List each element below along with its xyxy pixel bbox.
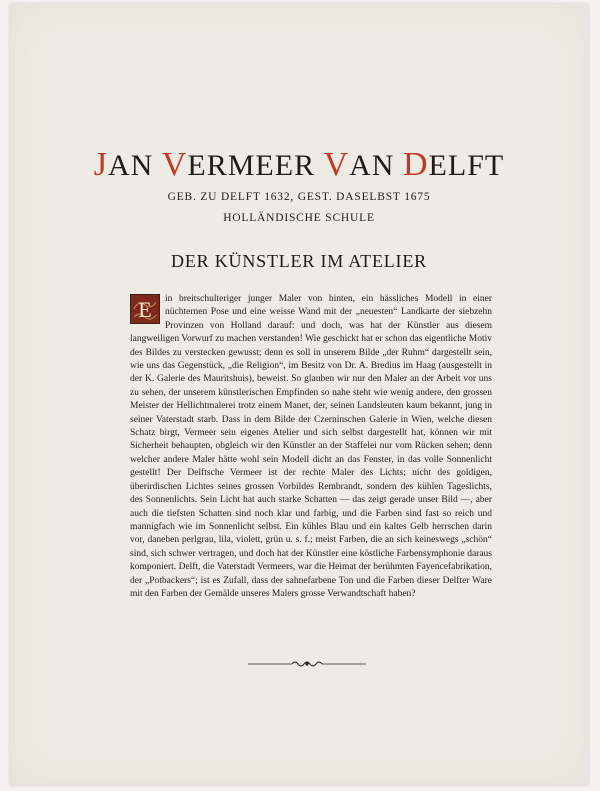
title-initial-v2: V bbox=[323, 146, 350, 183]
title-word-vermeer: ERMEER bbox=[187, 149, 324, 182]
title-initial-v1: V bbox=[161, 146, 188, 183]
drop-cap-letter: E bbox=[138, 297, 152, 322]
body-paragraph bbox=[130, 293, 492, 601]
closing-ornament-icon bbox=[248, 659, 366, 669]
title-word-van: AN bbox=[349, 149, 403, 182]
drop-cap-ornament bbox=[130, 294, 160, 324]
title-word-delft: ELFT bbox=[428, 149, 505, 182]
paper-sheet bbox=[10, 4, 588, 785]
title-word-jan: AN bbox=[108, 149, 162, 182]
body-text: in breitschulteriger junger Maler von hinten, ein hässliches Modell in einer nüchternen Pose und eine weisse Wand mit der „neuesten“ Landkarte der siebzehn Provinzen von Holland darauf: und doch, was hat der Künstler aus diesem langweiligen Vorwurf zu machen verstanden! Wie geschickt hat er schon das eigentliche Motiv des Bildes zu verstecken gewusst; denn es soll in unserem Bilde „der Ruhm“ dargestellt sein, wie uns das Gegenstück, „die Religion“, im Besitz von Dr. A. Bredius im Haag (ausgestellt in der K. Galerie des Mauritshuis), beweist. So glauben wir nur den Maler an der Arbeit vor uns zu sehen, der unserem künstlerischen Empfinden so nahe steht wie wenig andere, den grossen Meister der Hellichtmalerei trotz einem Manet, der, seinen Landsleuten kaum bekannt, jung in seiner Vaterstadt starb. Dass in dem Bilde der Czerninschen Galerie in Wien, welche diesen Schatz birgt, Vermeer sein eigenes Atelier und sich selbst dargestellt hat, können wir mit Sicherheit behaupten, obgleich wir den Künstler an der Staffelei nur vom Rücken sehen; denn welcher andere Maler hätte wohl sein Modell dicht an das Fenster, in das volle Sonnenlicht gestellt! Der Delftsche Vermeer ist der rechte Maler des Lichts; nicht des goldigen, überirdischen Lichtes seines grossen Vorbildes Rembrandt, sondern des kühlen Tageslichts, des Sonnenlichts. Sein Licht hat auch starke Schatten — das zeigt gerade unser Bild —, aber auch die tiefsten Schatten sind noch klar und farbig, und die Farben sind fast so reich und mannigfach wie im Sonnenlicht selbst. Ein kühles Blau und ein kaltes Gelb herrschen darin vor, daneben perlgrau, lila, violett, grün u. s. f.; meist Farben, die an sich keineswegs „schön“ sind, sich schwer vertragen, und doch hat der Künstler eine köstliche Farbensymphonie daraus komponiert. Delft, die Vaterstadt Vermeers, war die Heimat der berühmten Fayencefabrikation, der „Potbackers“; ist es Zufall, dass der sahnefarbene Ton und die Farben dieser Delfter Ware mit den Farben der Gemälde unseres Malers grosse Verwandtschaft haben? bbox=[130, 294, 492, 599]
school-line: HOLLÄNDISCHE SCHULE bbox=[223, 212, 375, 224]
title-initial-d: D bbox=[402, 146, 429, 183]
birth-death-line: GEB. ZU DELFT 1632, GEST. DASELBST 1675 bbox=[167, 191, 431, 203]
title-initial-j: J bbox=[93, 146, 108, 183]
page-title bbox=[10, 146, 588, 184]
artwork-heading: DER KÜNSTLER IM ATELIER bbox=[171, 251, 427, 271]
